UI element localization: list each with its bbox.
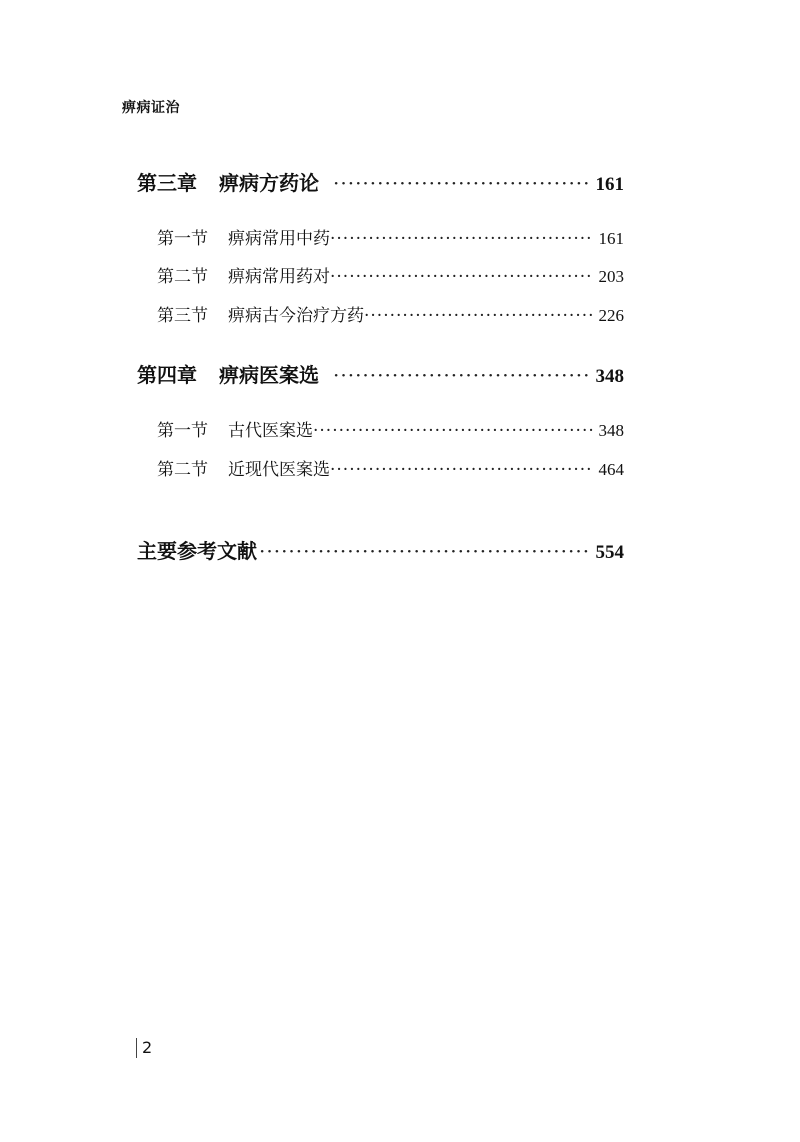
dot-leader <box>313 421 593 441</box>
section-title: 近现代医案选 <box>228 460 330 480</box>
chapter-label <box>137 359 319 388</box>
chapter-number: 第三章 <box>137 171 197 195</box>
chapter-label <box>137 167 319 196</box>
section-title: 痹病古今治疗方药 <box>228 306 364 326</box>
section-number: 第三节 <box>157 306 208 326</box>
section-title: 古代医案选 <box>228 421 313 441</box>
toc-references[interactable] <box>137 535 624 564</box>
section-number: 第一节 <box>157 421 208 441</box>
section-page-number: 203 <box>598 267 624 286</box>
dot-leader <box>259 539 590 563</box>
chapter-page-number: 161 <box>595 174 624 195</box>
section-number: 第一节 <box>157 229 208 249</box>
section-page-number: 464 <box>598 460 624 479</box>
toc-chapter-4[interactable] <box>137 359 624 388</box>
toc-chapter-3[interactable] <box>137 167 624 196</box>
section-label <box>157 455 330 480</box>
section-label <box>157 262 330 287</box>
section-page-number: 348 <box>598 421 624 440</box>
chapter-title: 痹病医案选 <box>219 363 319 387</box>
section-label <box>157 224 330 249</box>
dot-leader <box>330 229 593 249</box>
dot-leader <box>330 267 593 287</box>
references-page-number: 554 <box>595 542 624 563</box>
dot-leader <box>364 306 593 326</box>
page-number: 2 <box>136 1038 152 1058</box>
section-page-number: 226 <box>598 306 624 325</box>
dot-leader <box>333 363 590 387</box>
toc-section-4-2[interactable] <box>157 455 624 480</box>
section-number: 第二节 <box>157 267 208 287</box>
section-title: 痹病常用中药 <box>228 229 330 249</box>
toc-section-3-2[interactable] <box>157 262 624 287</box>
running-header: 痹病证治 <box>122 100 180 116</box>
section-title: 痹病常用药对 <box>228 267 330 287</box>
toc-section-3-1[interactable] <box>157 224 624 249</box>
references-title: 主要参考文献 <box>137 539 257 563</box>
chapter-page-number: 348 <box>595 366 624 387</box>
chapter-title: 痹病方药论 <box>219 171 319 195</box>
section-page-number: 161 <box>598 229 624 248</box>
chapter-number: 第四章 <box>137 363 197 387</box>
section-number: 第二节 <box>157 460 208 480</box>
toc-section-4-1[interactable] <box>157 416 624 441</box>
section-label <box>157 301 364 326</box>
dot-leader <box>333 171 590 195</box>
dot-leader <box>330 460 593 480</box>
toc-section-3-3[interactable] <box>157 301 624 326</box>
section-label <box>157 416 313 441</box>
